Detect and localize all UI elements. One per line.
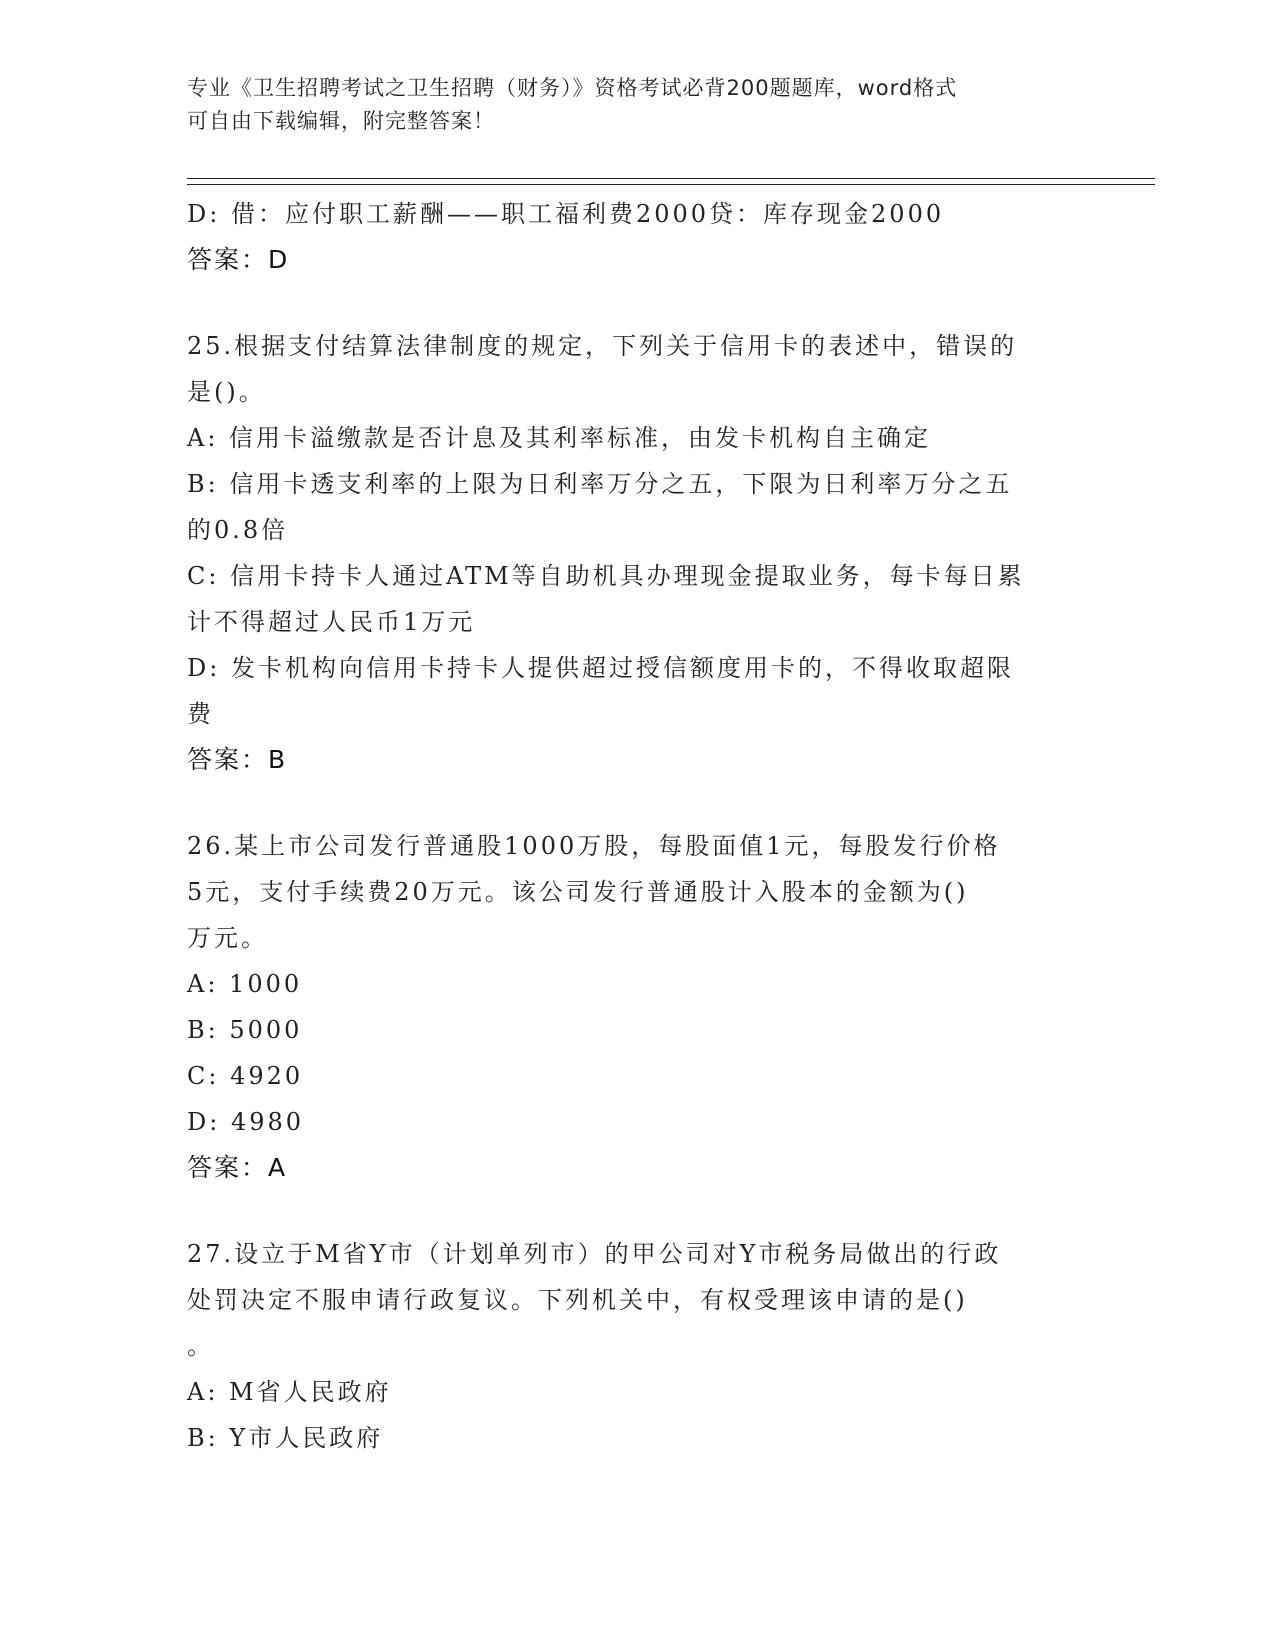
q25-option-d-line-1: D: 发卡机构向信用卡持卡人提供超过授信额度用卡的，不得收取超限 (187, 654, 1014, 682)
q26-option-c: C: 4920 (187, 1062, 304, 1090)
q25-option-b-line-2: 的0.8倍 (187, 516, 289, 544)
q25-option-a: A: 信用卡溢缴款是否计息及其利率标准，由发卡机构自主确定 (187, 424, 932, 452)
header-divider-bottom (187, 184, 1155, 185)
q25-stem-line-1: 25.根据支付结算法律制度的规定，下列关于信用卡的表述中，错误的 (187, 332, 1018, 360)
header-line-2: 可自由下载编辑，附完整答案！ (187, 109, 495, 133)
q26-stem-line-3: 万元。 (187, 924, 268, 952)
question-content (187, 191, 1087, 1461)
q26-option-d: D: 4980 (187, 1108, 305, 1136)
q25-option-b-line-1: B: 信用卡透支利率的上限为日利率万分之五，下限为日利率万分之五 (187, 470, 1013, 498)
q26-option-a: A: 1000 (187, 970, 303, 998)
q24-option-d: D: 借：应付职工薪酬——职工福利费2000贷：库存现金2000 (187, 200, 945, 228)
q27-stem-line-3: 。 (187, 1332, 214, 1360)
q26-answer: 答案：A (187, 1153, 288, 1182)
q25-option-c-line-1: C: 信用卡持卡人通过ATM等自助机具办理现金提取业务，每卡每日累 (187, 562, 1025, 590)
q26-stem-line-1: 26.某上市公司发行普通股1000万股，每股面值1元，每股发行价格 (187, 832, 1001, 860)
q25-option-d-line-2: 费 (187, 700, 214, 728)
q24-answer: 答案：D (187, 245, 290, 274)
q25-answer: 答案：B (187, 745, 288, 774)
header-divider-top (187, 178, 1155, 179)
header-line-1: 专业《卫生招聘考试之卫生招聘（财务）》资格考试必背200题题库，word格式 (187, 76, 958, 100)
q25-stem-line-2: 是()。 (187, 378, 266, 406)
document-header (187, 72, 1067, 138)
q27-stem-line-1: 27.设立于M省Y市（计划单列市）的甲公司对Y市税务局做出的行政 (187, 1240, 1002, 1268)
q27-option-a: A: M省人民政府 (187, 1378, 392, 1406)
q27-stem-line-2: 处罚决定不服申请行政复议。下列机关中，有权受理该申请的是() (187, 1286, 968, 1314)
q26-option-b: B: 5000 (187, 1016, 303, 1044)
q25-option-c-line-2: 计不得超过人民币1万元 (187, 608, 476, 636)
q27-option-b: B: Y市人民政府 (187, 1424, 384, 1452)
q26-stem-line-2: 5元，支付手续费20万元。该公司发行普通股计入股本的金额为() (187, 878, 969, 906)
